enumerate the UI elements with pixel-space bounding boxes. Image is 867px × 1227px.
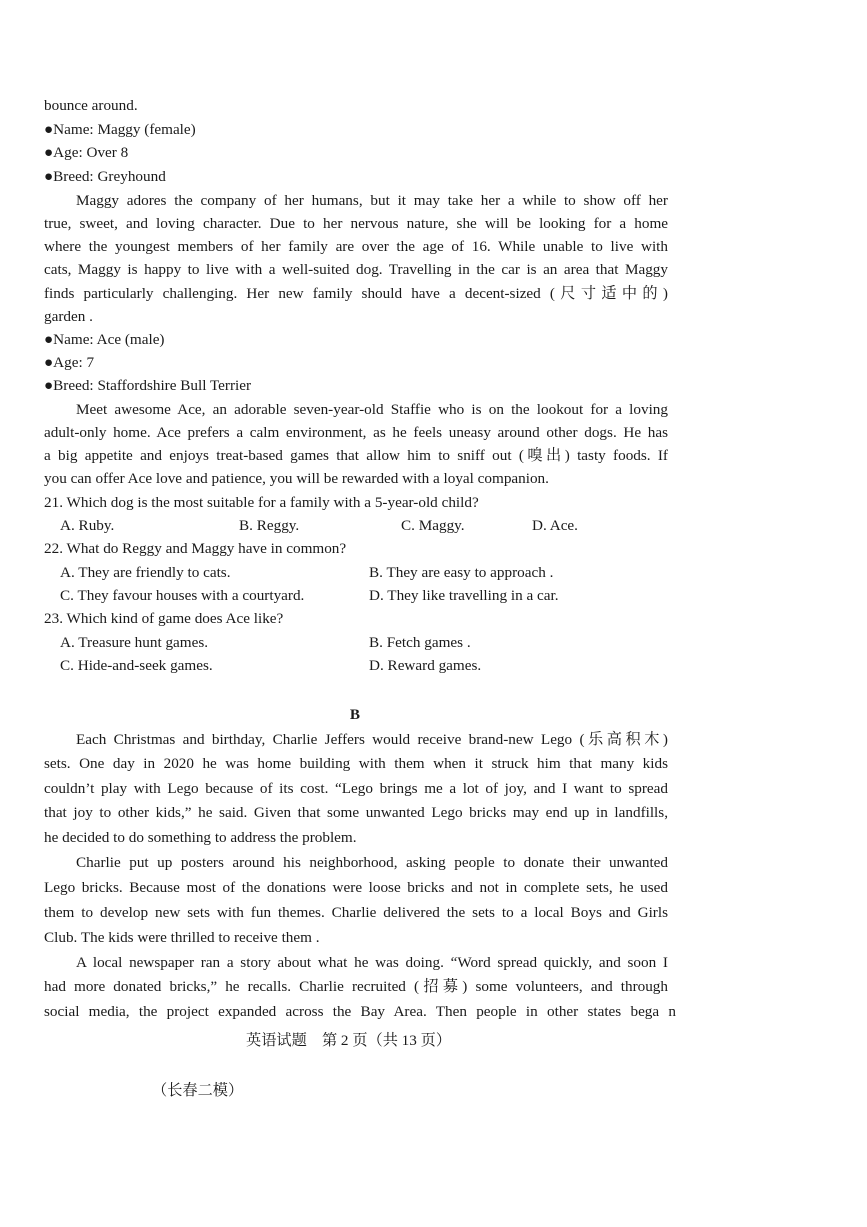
maggy-desc-line: garden . [44, 308, 93, 325]
maggy-desc-line: where the youngest members of her family are over the age of 16. While unable to live with [44, 238, 668, 255]
maggy-breed: ●Breed: Greyhound [44, 168, 166, 185]
b-para2-line: them to develop new sets with fun themes. Charlie delivered the sets to a local Boys and Girls [44, 904, 668, 921]
ace-desc-line: you can offer Ace love and patience, you will be rewarded with a loyal companion. [44, 470, 549, 487]
b-para3-line: had more donated bricks,” he recalls. Charlie recruited (招募) some volunteers, and through [44, 978, 668, 995]
question-21-stem: 21. Which dog is the most suitable for a family with a 5-year-old child? [44, 494, 479, 511]
maggy-desc-line: cats, Maggy is happy to live with a well-suited dog. Travelling in the car is an area that Maggy [44, 261, 668, 278]
maggy-desc-line: Maggy adores the company of her humans, but it may take her a while to show off her [76, 192, 668, 209]
question-22-stem: 22. What do Reggy and Maggy have in common? [44, 540, 347, 557]
maggy-age: ●Age: Over 8 [44, 144, 129, 161]
q21-option-d[interactable]: D. Ace. [532, 517, 578, 534]
q22-option-a[interactable]: A. They are friendly to cats. [60, 564, 231, 581]
q21-option-a[interactable]: A. Ruby. [60, 517, 115, 534]
q22-option-d[interactable]: D. They like travelling in a car. [369, 587, 559, 604]
section-b-label: B [349, 706, 361, 723]
ace-name: ●Name: Ace (male) [44, 331, 165, 348]
maggy-desc-line: true, sweet, and loving character. Due to her nervous nature, she will be looking for a home [44, 215, 668, 232]
b-para1-line: sets. One day in 2020 he was home building with them when it struck him that many kids [44, 755, 668, 772]
ace-breed: ●Breed: Staffordshire Bull Terrier [44, 377, 252, 394]
ace-desc-line: a big appetite and enjoys treat-based games that allow him to sniff out (嗅出) tasty foods. If [44, 447, 668, 464]
b-para2-line: Lego bricks. Because most of the donations were loose bricks and not in complete sets, he used [44, 879, 668, 896]
q23-option-d[interactable]: D. Reward games. [369, 657, 482, 674]
q21-option-b[interactable]: B. Reggy. [239, 517, 300, 534]
b-para2-line: Charlie put up posters around his neighborhood, asking people to donate their unwanted [76, 854, 668, 871]
ace-desc-line: Meet awesome Ace, an adorable seven-year-old Staffie who is on the lookout for a loving [76, 401, 668, 418]
b-para1-line: that joy to other kids,” he said. Given that some unwanted Lego bricks may end up in landfills, [44, 804, 668, 821]
b-para1-line: he decided to do something to address the problem. [44, 829, 357, 846]
b-para1-line: couldn’t play with Lego because of its cost. “Lego brings me a lot of joy, and I want to spread [44, 780, 668, 797]
b-para2-line: Club. The kids were thrilled to receive them . [44, 929, 320, 946]
question-23-stem: 23. Which kind of game does Ace like? [44, 610, 284, 627]
q22-option-c[interactable]: C. They favour houses with a courtyard. [60, 587, 305, 604]
b-para1-line: Each Christmas and birthday, Charlie Jeffers would receive brand-new Lego (乐高积木) [76, 731, 668, 748]
page-footer: 英语试题 第 2 页（共 13 页） [246, 1032, 452, 1049]
intro-end: bounce around. [44, 97, 138, 114]
q22-option-b[interactable]: B. They are easy to approach . [369, 564, 554, 581]
ace-age: ●Age: 7 [44, 354, 95, 371]
maggy-name: ●Name: Maggy (female) [44, 121, 196, 138]
exam-label: （长春二模） [152, 1082, 244, 1099]
q23-option-c[interactable]: C. Hide-and-seek games. [60, 657, 213, 674]
b-para3-line: A local newspaper ran a story about what he was doing. “Word spread quickly, and soon I [76, 954, 668, 971]
q23-option-a[interactable]: A. Treasure hunt games. [60, 634, 209, 651]
b-para3-line: social media, the project expanded across the Bay Area. Then people in other states bega n [44, 1003, 676, 1020]
ace-desc-line: adult-only home. Ace prefers a calm environment, as he feels uneasy around other dogs. He has [44, 424, 668, 441]
maggy-desc-line: finds particularly challenging. Her new family should have a decent-sized (尺寸适中的) [44, 285, 668, 302]
q21-option-c[interactable]: C. Maggy. [401, 517, 465, 534]
q23-option-b[interactable]: B. Fetch games . [369, 634, 471, 651]
